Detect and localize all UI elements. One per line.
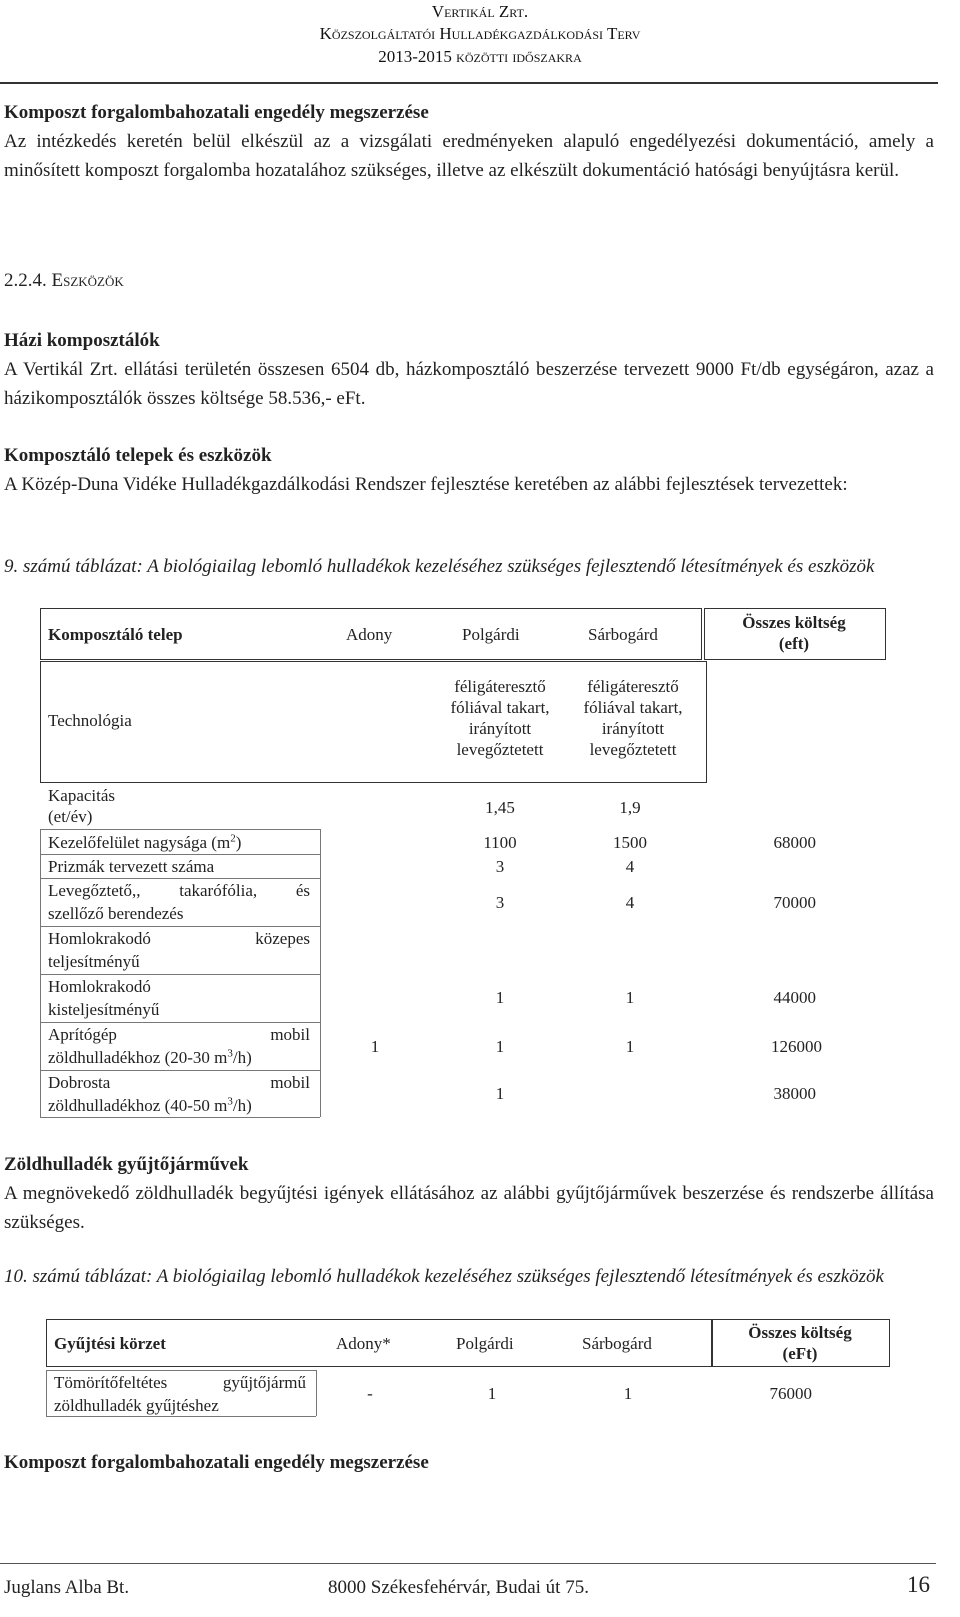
table9-row-label: Homlokrakodó közepes (48, 929, 310, 948)
table9-col-header-total: Összes költség (eft) (742, 613, 846, 653)
section-title-komposztalo-telepek: Komposztáló telepek és eszközök (4, 445, 272, 466)
footer-page-number: 16 (907, 1572, 930, 1597)
table10-col-header-adony: Adony* (336, 1334, 391, 1353)
table9-col-header-adony: Adony (346, 625, 393, 644)
table10-cell-sarbogard: 1 (623, 1384, 633, 1403)
table9-row-label: Dobrosta mobil (48, 1073, 310, 1092)
table9-cell-polgardi: 1 (495, 988, 505, 1007)
table9-row-label-cont: zöldhulladékhoz (40-50 $m^3/h$) (48, 1095, 252, 1115)
header-period: 2013-2015 közötti időszakra (378, 47, 582, 66)
table9-col-header-sarbogard: Sárbogárd (588, 625, 658, 644)
table9-cell-sarbogard: 4 (625, 893, 635, 912)
section-title-kompost-engedely: Komposzt forgalombahozatali engedély megszerzése (4, 102, 429, 123)
table9-cell-total: 126000 (771, 1037, 822, 1056)
table9-cell-total: 38000 (773, 1084, 816, 1103)
table9-row-label: Kapacitás (et/év) (48, 786, 116, 826)
table10-row-label-cont: zöldhulladék gyűjtéshez (54, 1396, 219, 1415)
table10-col-header-polgardi: Polgárdi (456, 1334, 514, 1353)
footer-address: 8000 Székesfehérvár, Budai út 75. (328, 1577, 589, 1598)
table9-col-header-telep: Komposztáló telep (48, 625, 183, 644)
header-plan-title: Közszolgáltatói Hulladékgazdálkodási Terv (319, 24, 641, 43)
paragraph-komposztalo-telepek: A Közép-Duna Vidéke Hulladékgazdálkodási Rendszer fejlesztése keretében az alábbi fejlesztések tervezettek: (4, 474, 848, 495)
table9-cell-sarbogard: 1 (625, 988, 635, 1007)
table9-row-label: Homlokrakodó (48, 977, 151, 996)
table10-col-header-korzet: Gyűjtési körzet (54, 1334, 166, 1353)
table9-cell-polgardi: 3 (495, 857, 505, 876)
header-rule (0, 82, 938, 84)
table9-col-header-polgardi: Polgárdi (462, 625, 520, 644)
footer-company: Juglans Alba Bt. (4, 1577, 130, 1598)
table9-cell-adony: 1 (370, 1037, 380, 1056)
table10-row-label: Tömörítőfeltétes gyűjtőjármű (54, 1373, 306, 1392)
table9-row-label-cont: zöldhulladékhoz (20-30 $m^3/h$) (48, 1047, 252, 1067)
table9-cell-polgardi: 1 (495, 1037, 505, 1056)
table9-cell-sarbogard: 1500 (613, 833, 647, 852)
paragraph-kompost-engedely: Az intézkedés keretén belül elkészül az a vizsgálati eredményeken alapuló engedélyezési dokumentáció, amely a minősített komposzt forgalomba hozatalához szükséges, illetve az elkészült dokumentáció hatósági benyújtásra kerül. (4, 131, 934, 181)
table9-cell-polgardi: 1,45 (485, 798, 515, 817)
table10-col-header-sarbogard: Sárbogárd (582, 1334, 652, 1353)
table9-tech-label: Technológia (48, 711, 132, 730)
table10-cell-total: 76000 (769, 1384, 812, 1403)
table10-cell-polgardi: 1 (487, 1384, 497, 1403)
section-title-hazi-komposztalok: Házi komposztálók (4, 330, 160, 351)
table9-row-label-cont: kisteljesítményű (48, 1000, 160, 1019)
table9-tech-sarbogard: féligáteresztő fóliával takart, irányított levegőztetett (583, 677, 683, 759)
table9-cell-polgardi: 3 (495, 893, 505, 912)
table9-cell-total: 44000 (773, 988, 816, 1007)
table10-cell-adony: - (367, 1384, 373, 1403)
table9-cell-sarbogard: 1 (625, 1037, 635, 1056)
table9-cell-polgardi: 1100 (483, 833, 517, 852)
table10-caption: 10. számú táblázat: A biológiailag lebomló hulladékok kezeléséhez szükséges fejlesztendő létesítmények és eszközök (4, 1266, 884, 1287)
table9-tech-polgardi: féligáteresztő fóliával takart, irányított levegőztetett (450, 677, 550, 759)
table9-row-label: Levegőztető,, takarófólia, és (48, 881, 310, 900)
table9-caption: 9. számú táblázat: A biológiailag lebomló hulladékok kezeléséhez szükséges fejlesztendő létesítmények és eszközök (4, 556, 875, 577)
table9-row-label-cont: szellőző berendezés (48, 904, 184, 923)
chapter-heading: 2.2.4. Eszközök (4, 270, 124, 291)
paragraph-hazi-komposztalok: A Vertikál Zrt. ellátási területén összesen 6504 db, házkomposztáló beszerzése tervezett 9000 Ft/db egységáron, azaz a házikomposztálók összes költsége 58.536,- eFt. (4, 359, 934, 409)
table10-col-header-total: Összes költség (eFt) (748, 1323, 852, 1363)
footer-rule (0, 1563, 936, 1564)
table9-cell-total: 68000 (773, 833, 816, 852)
table9-cell-polgardi: 1 (495, 1084, 505, 1103)
table9-row-label: Kezelőfelület nagysága $(m^2)$ (48, 832, 242, 852)
table9-cell-total: 70000 (773, 893, 816, 912)
table9-row-label: Prizmák tervezett száma (48, 857, 215, 876)
section-title-kompost-engedely-2: Komposzt forgalombahozatali engedély megszerzése (4, 1452, 429, 1473)
section-title-zoldhulladek-jarmuvek: Zöldhulladék gyűjtőjárművek (4, 1154, 249, 1175)
paragraph-zoldhulladek-jarmuvek: A megnövekedő zöldhulladék begyűjtési igények ellátásához az alábbi gyűjtőjárművek beszerzése és rendszerbe állítása szükséges. (4, 1183, 934, 1233)
header-company: Vertikál Zrt. (431, 2, 529, 21)
table9-cell-sarbogard: 1,9 (619, 798, 641, 817)
table9-row-label-cont: teljesítményű (48, 952, 140, 971)
table9-row-label: Aprítógép mobil (48, 1025, 310, 1044)
table9-cell-sarbogard: 4 (625, 857, 635, 876)
